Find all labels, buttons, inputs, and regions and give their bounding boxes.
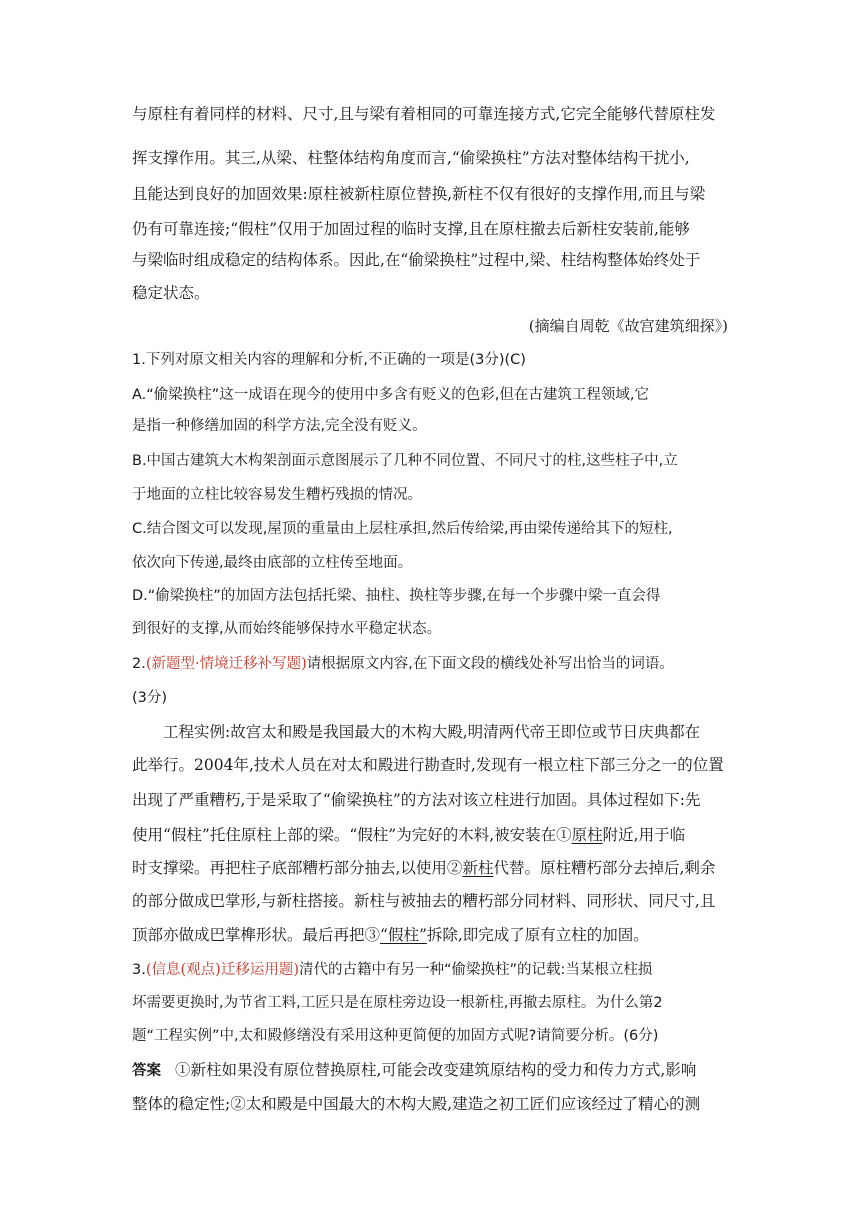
q2-example-text: 使用“假柱”托住原柱上部的梁。“假柱”为完好的木料,被安装在① — [132, 826, 572, 844]
passage-line: 与梁临时组成稳定的结构体系。因此,在“偷梁换柱”过程中,梁、柱结构整体始终处于 — [132, 251, 701, 269]
passage-line: 稳定状态。 — [132, 284, 210, 302]
passage-line: 仍有可靠连接;“假柱”仅用于加固过程的临时支撑,且在原柱撤去后新柱安装前,能够 — [132, 220, 690, 238]
q1-option-c-cont: 依次向下传递,最终由底部的立柱传至地面。 — [132, 555, 413, 571]
q3-number: 3. — [132, 962, 146, 978]
q2-example-line — [132, 925, 649, 945]
passage-line: 挥支撑作用。其三,从梁、柱整体结构角度而言,“偷梁换柱”方法对整体结构干扰小, — [132, 149, 690, 167]
q2-example-line: 的部分做成巴掌形,与新柱搭接。新柱与被抽去的糟朽部分同材料、同形状、同尺寸,且 — [132, 892, 716, 910]
q2-example-text: 代替。原柱糟朽部分去掉后,剩余 — [493, 859, 716, 877]
answer-text: ①新柱如果没有原位替换原柱,可能会改变建筑原结构的受力和传力方式,影响 — [175, 1061, 697, 1079]
answer-label: 答案 — [132, 1063, 161, 1079]
q2-tag: (新题型·情境迁移补写题) — [145, 656, 307, 672]
q2-stem — [132, 654, 674, 674]
q1-option-d: D.“偷梁换柱”的加固方法包括托梁、抽柱、换柱等步骤,在每一个步骤中梁一直会得 — [132, 588, 661, 604]
q1-option-b: B.中国古建筑大木构架剖面示意图展示了几种不同位置、不同尺寸的柱,这些柱子中,立 — [132, 453, 678, 469]
q2-blank-1-answer: 原柱 — [571, 826, 603, 844]
q2-score: (3分) — [132, 690, 168, 706]
q1-stem: 1.下列对原文相关内容的理解和分析,不正确的一项是(3分)(C) — [132, 352, 526, 368]
q1-option-c: C.结合图文可以发现,屋顶的重量由上层柱承担,然后传给梁,再由梁传递给其下的短柱, — [132, 521, 673, 537]
q3-stem-line: 题“工程实例”中,太和殿修缮没有采用这种更简便的加固方式呢?请简要分析。(6分) — [132, 1028, 659, 1044]
q2-stem-text: 请根据原文内容,在下面文段的横线处补写出恰当的词语。 — [306, 656, 674, 672]
q2-example-text: 附近,用于临 — [602, 826, 686, 844]
q2-example-line — [132, 858, 715, 878]
q1-option-b-cont: 于地面的立柱比较容易发生糟朽残损的情况。 — [132, 487, 422, 503]
q2-number: 2. — [132, 656, 146, 672]
q1-option-d-cont: 到很好的支撑,从而始终能够保持水平稳定状态。 — [132, 621, 442, 637]
passage-line: 与原柱有着同样的材料、尺寸,且与梁有着相同的可靠连接方式,它完全能够代替原柱发 — [132, 105, 716, 123]
passage-line: 且能达到良好的加固效果:原柱被新柱原位替换,新柱不仅有很好的支撑作用,而且与梁 — [132, 185, 706, 203]
q3-stem — [132, 960, 652, 980]
q2-blank-3-answer: “假柱” — [380, 926, 427, 944]
q2-example-line: 工程实例:故宫太和殿是我国最大的木构大殿,明清两代帝王即位或节日庆典都在 — [163, 723, 701, 741]
q2-example-line: 出现了严重糟朽,于是采取了“偷梁换柱”的方法对该立柱进行加固。具体过程如下:先 — [132, 791, 701, 809]
q3-stem-line: 坏需要更换时,为节省工料,工匠只是在原柱旁边设一根新柱,再撤去原柱。为什么第2 — [132, 995, 663, 1011]
source-citation: (摘编自周乾《故宫建筑细探》) — [528, 317, 728, 335]
answer-line: 整体的稳定性;②太和殿是中国最大的木构大殿,建造之初工匠们应该经过了精心的测 — [132, 1095, 701, 1113]
q2-blank-2-answer: 新柱 — [462, 859, 494, 877]
q2-example-line: 此举行。2004年,技术人员在对太和殿进行勘查时,发现有一根立柱下部三分之一的位置 — [132, 756, 724, 774]
q2-example-text: 拆除,即完成了原有立柱的加固。 — [426, 926, 649, 944]
answer-line — [132, 1060, 696, 1081]
q3-tag: (信息(观点)迁移运用题) — [145, 962, 299, 978]
q2-example-line — [132, 825, 685, 845]
q1-option-a-cont: 是指一种修缮加固的科学方法,完全没有贬义。 — [132, 418, 427, 434]
q1-option-a: A.“偷梁换柱”这一成语在现今的使用中多含有贬义的色彩,但在古建筑工程领域,它 — [132, 387, 650, 403]
q2-example-text: 时支撑梁。再把柱子底部糟朽部分抽去,以使用② — [132, 859, 463, 877]
q2-example-text: 顶部亦做成巴掌榫形状。最后再把③ — [132, 926, 381, 944]
q3-stem-text: 清代的古籍中有另一种“偷梁换柱”的记载:当某根立柱损 — [298, 962, 653, 978]
